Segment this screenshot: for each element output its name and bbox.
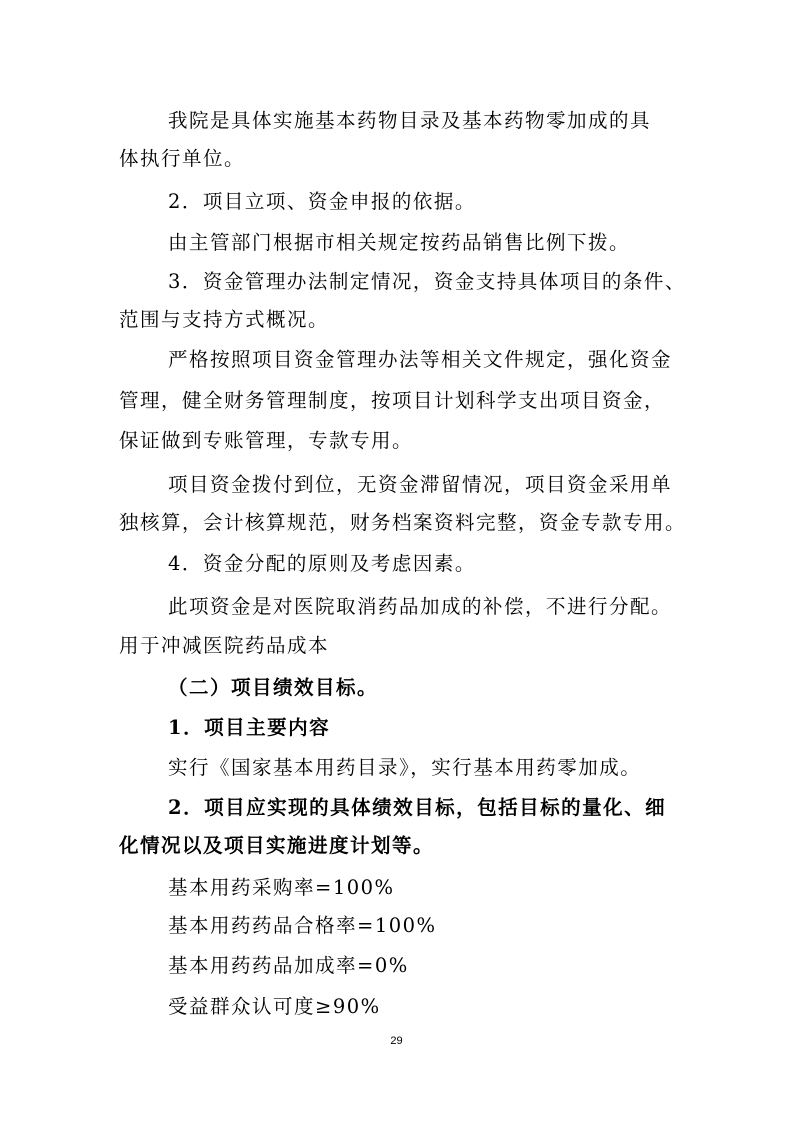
text-line: 2．项目立项、资金申报的依据。 <box>168 190 476 213</box>
text-line: 体执行单位。 <box>119 147 246 170</box>
text-line: 4．资金分配的原则及考虑因素。 <box>168 552 476 575</box>
subsection-heading: 化情况以及项目实施进度计划等。 <box>119 834 435 857</box>
text-line: 独核算，会计核算规范，财务档案资料完整，资金专款专用。 <box>119 511 687 534</box>
text-line: 我院是具体实施基本药物目录及基本药物零加成的具 <box>168 109 652 132</box>
subsection-heading: 1．项目主要内容 <box>168 716 331 739</box>
text-line: 项目资金拨付到位，无资金滞留情况，项目资金采用单 <box>168 473 673 496</box>
text-line: 严格按照项目资金管理办法等相关文件规定，强化资金 <box>168 348 673 371</box>
text-line: 实行《国家基本用药目录》，实行基本用药零加成。 <box>168 756 642 779</box>
page-number: 29 <box>390 1035 403 1047</box>
metric-line: 基本用药药品合格率=100% <box>168 914 437 937</box>
text-line: 由主管部门根据市相关规定按药品销售比例下拨。 <box>168 231 631 254</box>
section-heading: （二）项目绩效目标。 <box>168 676 379 699</box>
text-line: 范围与支持方式概况。 <box>119 308 330 331</box>
text-line: 保证做到专账管理，专款专用。 <box>119 429 414 452</box>
metric-line: 基本用药药品加成率=0% <box>168 954 409 977</box>
metric-line: 基本用药采购率=100% <box>168 876 395 899</box>
subsection-heading: 2．项目应实现的具体绩效目标，包括目标的量化、细 <box>168 796 667 819</box>
text-line: 3．资金管理办法制定情况，资金支持具体项目的条件、 <box>168 270 686 293</box>
text-line: 此项资金是对医院取消药品加成的补偿，不进行分配。 <box>168 595 673 618</box>
text-line: 用于冲减医院药品成本 <box>119 634 330 657</box>
metric-line: 受益群众认可度≥90% <box>168 995 381 1018</box>
text-line: 管理，健全财务管理制度，按项目计划科学支出项目资金， <box>119 389 666 412</box>
